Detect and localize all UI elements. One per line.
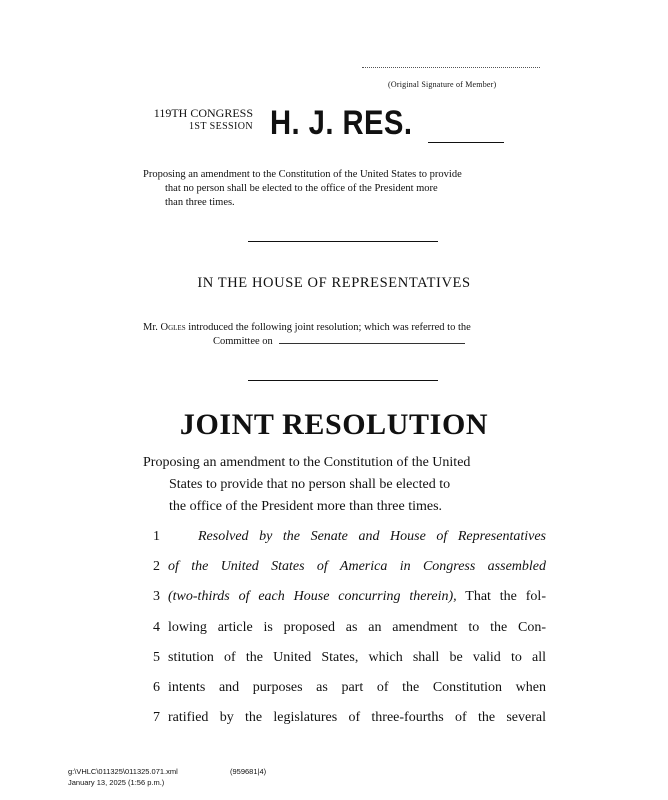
footer-code: (959681|4) (230, 767, 267, 776)
line-number: 7 (153, 710, 160, 725)
body-line (146, 650, 546, 670)
line-text: Resolved by the Senate and House of Representatives (198, 529, 546, 544)
member-prefix: Mr. (143, 322, 158, 333)
footer-file-path: g:\VHLC\011325\011325.071.xml (68, 767, 178, 776)
body-line (146, 559, 546, 579)
line-number: 3 (153, 589, 160, 604)
line-text-italic: (two-thirds of each House concurring therein), (168, 589, 457, 604)
signature-line (362, 67, 540, 68)
line-number: 4 (153, 620, 160, 635)
introduction-paragraph (143, 321, 545, 349)
committee-label: Committee on (213, 336, 273, 347)
summary-line: Proposing an amendment to the Constitution of the United States to provide (143, 169, 462, 180)
title-line: Proposing an amendment to the Constitution of the United (143, 455, 471, 470)
line-number: 5 (153, 650, 160, 665)
line-number: 1 (153, 529, 160, 544)
line-text (168, 589, 546, 605)
line-text: ratified by the legislatures of three-fourths of the several (168, 710, 546, 725)
member-name: Ogles (160, 322, 186, 333)
line-number: 2 (153, 559, 160, 574)
line-text: of the United States of America in Congress assembled (168, 559, 546, 574)
resolution-heading: JOINT RESOLUTION (179, 408, 489, 441)
body-line (146, 529, 546, 549)
resolution-title (143, 452, 545, 518)
body-line (146, 620, 546, 640)
line-text: lowing article is proposed as an amendment to the Con- (168, 620, 546, 635)
line-text: stitution of the United States, which shall be valid to all (168, 650, 546, 665)
session-number: 1ST SESSION (189, 121, 253, 132)
divider-rule (248, 241, 438, 242)
title-line: States to provide that no person shall be elected to (169, 477, 451, 492)
introduction-text: introduced the following joint resolution; which was referred to the (188, 322, 471, 333)
bill-number-blank (428, 142, 504, 143)
chamber-heading: IN THE HOUSE OF REPRESENTATIVES (197, 275, 471, 291)
line-text: intents and purposes as part of the Constitution when (168, 680, 546, 695)
line-number: 6 (153, 680, 160, 695)
title-line: the office of the President more than three times. (169, 499, 443, 514)
signature-label: (Original Signature of Member) (388, 80, 497, 89)
bill-type-heading: H. J. RES. (270, 104, 413, 142)
divider-rule (248, 380, 438, 381)
bill-summary (143, 168, 545, 210)
committee-row (143, 335, 545, 349)
congress-number: 119TH CONGRESS (153, 106, 253, 120)
body-line (146, 589, 546, 609)
congress-session-block (143, 106, 253, 134)
summary-line: than three times. (165, 197, 235, 208)
line-text-plain: That the fol- (456, 589, 546, 604)
committee-blank (279, 335, 465, 344)
body-line (146, 710, 546, 730)
summary-line: that no person shall be elected to the office of the President more (165, 183, 438, 194)
body-line (146, 680, 546, 700)
footer-timestamp: January 13, 2025 (1:56 p.m.) (68, 778, 165, 787)
